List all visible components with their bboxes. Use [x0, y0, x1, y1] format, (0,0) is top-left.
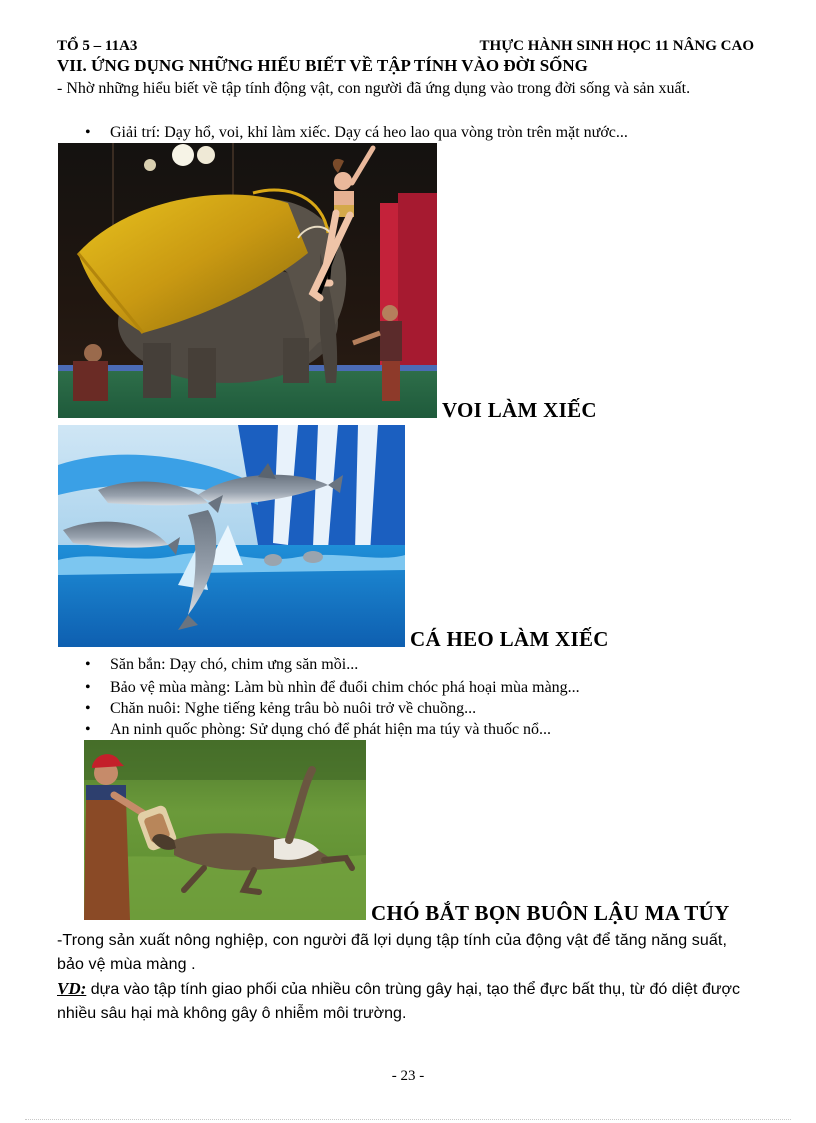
- page-divider: [25, 1119, 791, 1120]
- police-dog-photo: [84, 740, 366, 920]
- example-label: VD:: [57, 979, 87, 998]
- dolphin-show-illustration: [58, 425, 405, 647]
- caption-dolphin: CÁ HEO LÀM XIẾC: [410, 627, 609, 651]
- bullet-icon: •: [85, 700, 91, 717]
- list-item-text: An ninh quốc phòng: Sử dụng chó để phát hiện ma túy và thuốc nổ...: [110, 721, 552, 738]
- bullet-icon: •: [85, 124, 91, 141]
- caption-elephant: VOI LÀM XIẾC: [442, 398, 597, 422]
- list-item-text: Bảo vệ mùa màng: Làm bù nhìn để đuổi chim chóc phá hoại mùa màng...: [110, 679, 580, 696]
- example-text: dựa vào tập tính giao phối của nhiều côn trùng gây hại, tạo thể đực bất thụ, từ đó diệt được nhiều sâu hại mà không gây ô nhiễm môi trường.: [57, 981, 741, 1022]
- list-item: [85, 699, 760, 719]
- list-item: [85, 678, 760, 698]
- list-item-text: Giải trí: Dạy hổ, voi, khỉ làm xiếc. Dạy cá heo lao qua vòng tròn trên mặt nước...: [110, 124, 628, 141]
- elephant-circus-photo: [58, 143, 437, 418]
- list-item: [85, 720, 760, 740]
- list-item: [85, 123, 760, 143]
- example-paragraph: [57, 977, 757, 1026]
- bullet-icon: •: [85, 679, 91, 696]
- bullet-icon: •: [85, 721, 91, 738]
- header-left: TỔ 5 – 11A3: [57, 38, 138, 54]
- closing-paragraph: -Trong sản xuất nông nghiệp, con người đã lợi dụng tập tính của động vật để tăng năng suất, bảo vệ mùa màng .: [57, 932, 727, 973]
- list-item-text: Chăn nuôi: Nghe tiếng kẻng trâu bò nuôi trở về chuồng...: [110, 700, 477, 717]
- page-number: - 23 -: [391, 1068, 425, 1084]
- elephant-circus-illustration: [58, 143, 437, 418]
- dolphin-show-photo: [58, 425, 405, 647]
- list-item: [85, 655, 760, 675]
- list-item-text: Săn bắn: Dạy chó, chim ưng săn mồi...: [110, 656, 359, 673]
- section-title: VII. ỨNG DỤNG NHỮNG HIỂU BIẾT VỀ TẬP TÍNH VÀO ĐỜI SỐNG: [57, 56, 588, 75]
- bullet-icon: •: [85, 656, 91, 673]
- header-right: THỰC HÀNH SINH HỌC 11 NÂNG CAO: [479, 38, 754, 54]
- police-dog-illustration: [84, 740, 366, 920]
- intro-paragraph: - Nhờ những hiểu biết về tập tính động vật, con người đã ứng dụng vào trong đời sống và sản xuất.: [57, 80, 691, 97]
- caption-dog: CHÓ BẮT BỌN BUÔN LẬU MA TÚY: [371, 901, 730, 925]
